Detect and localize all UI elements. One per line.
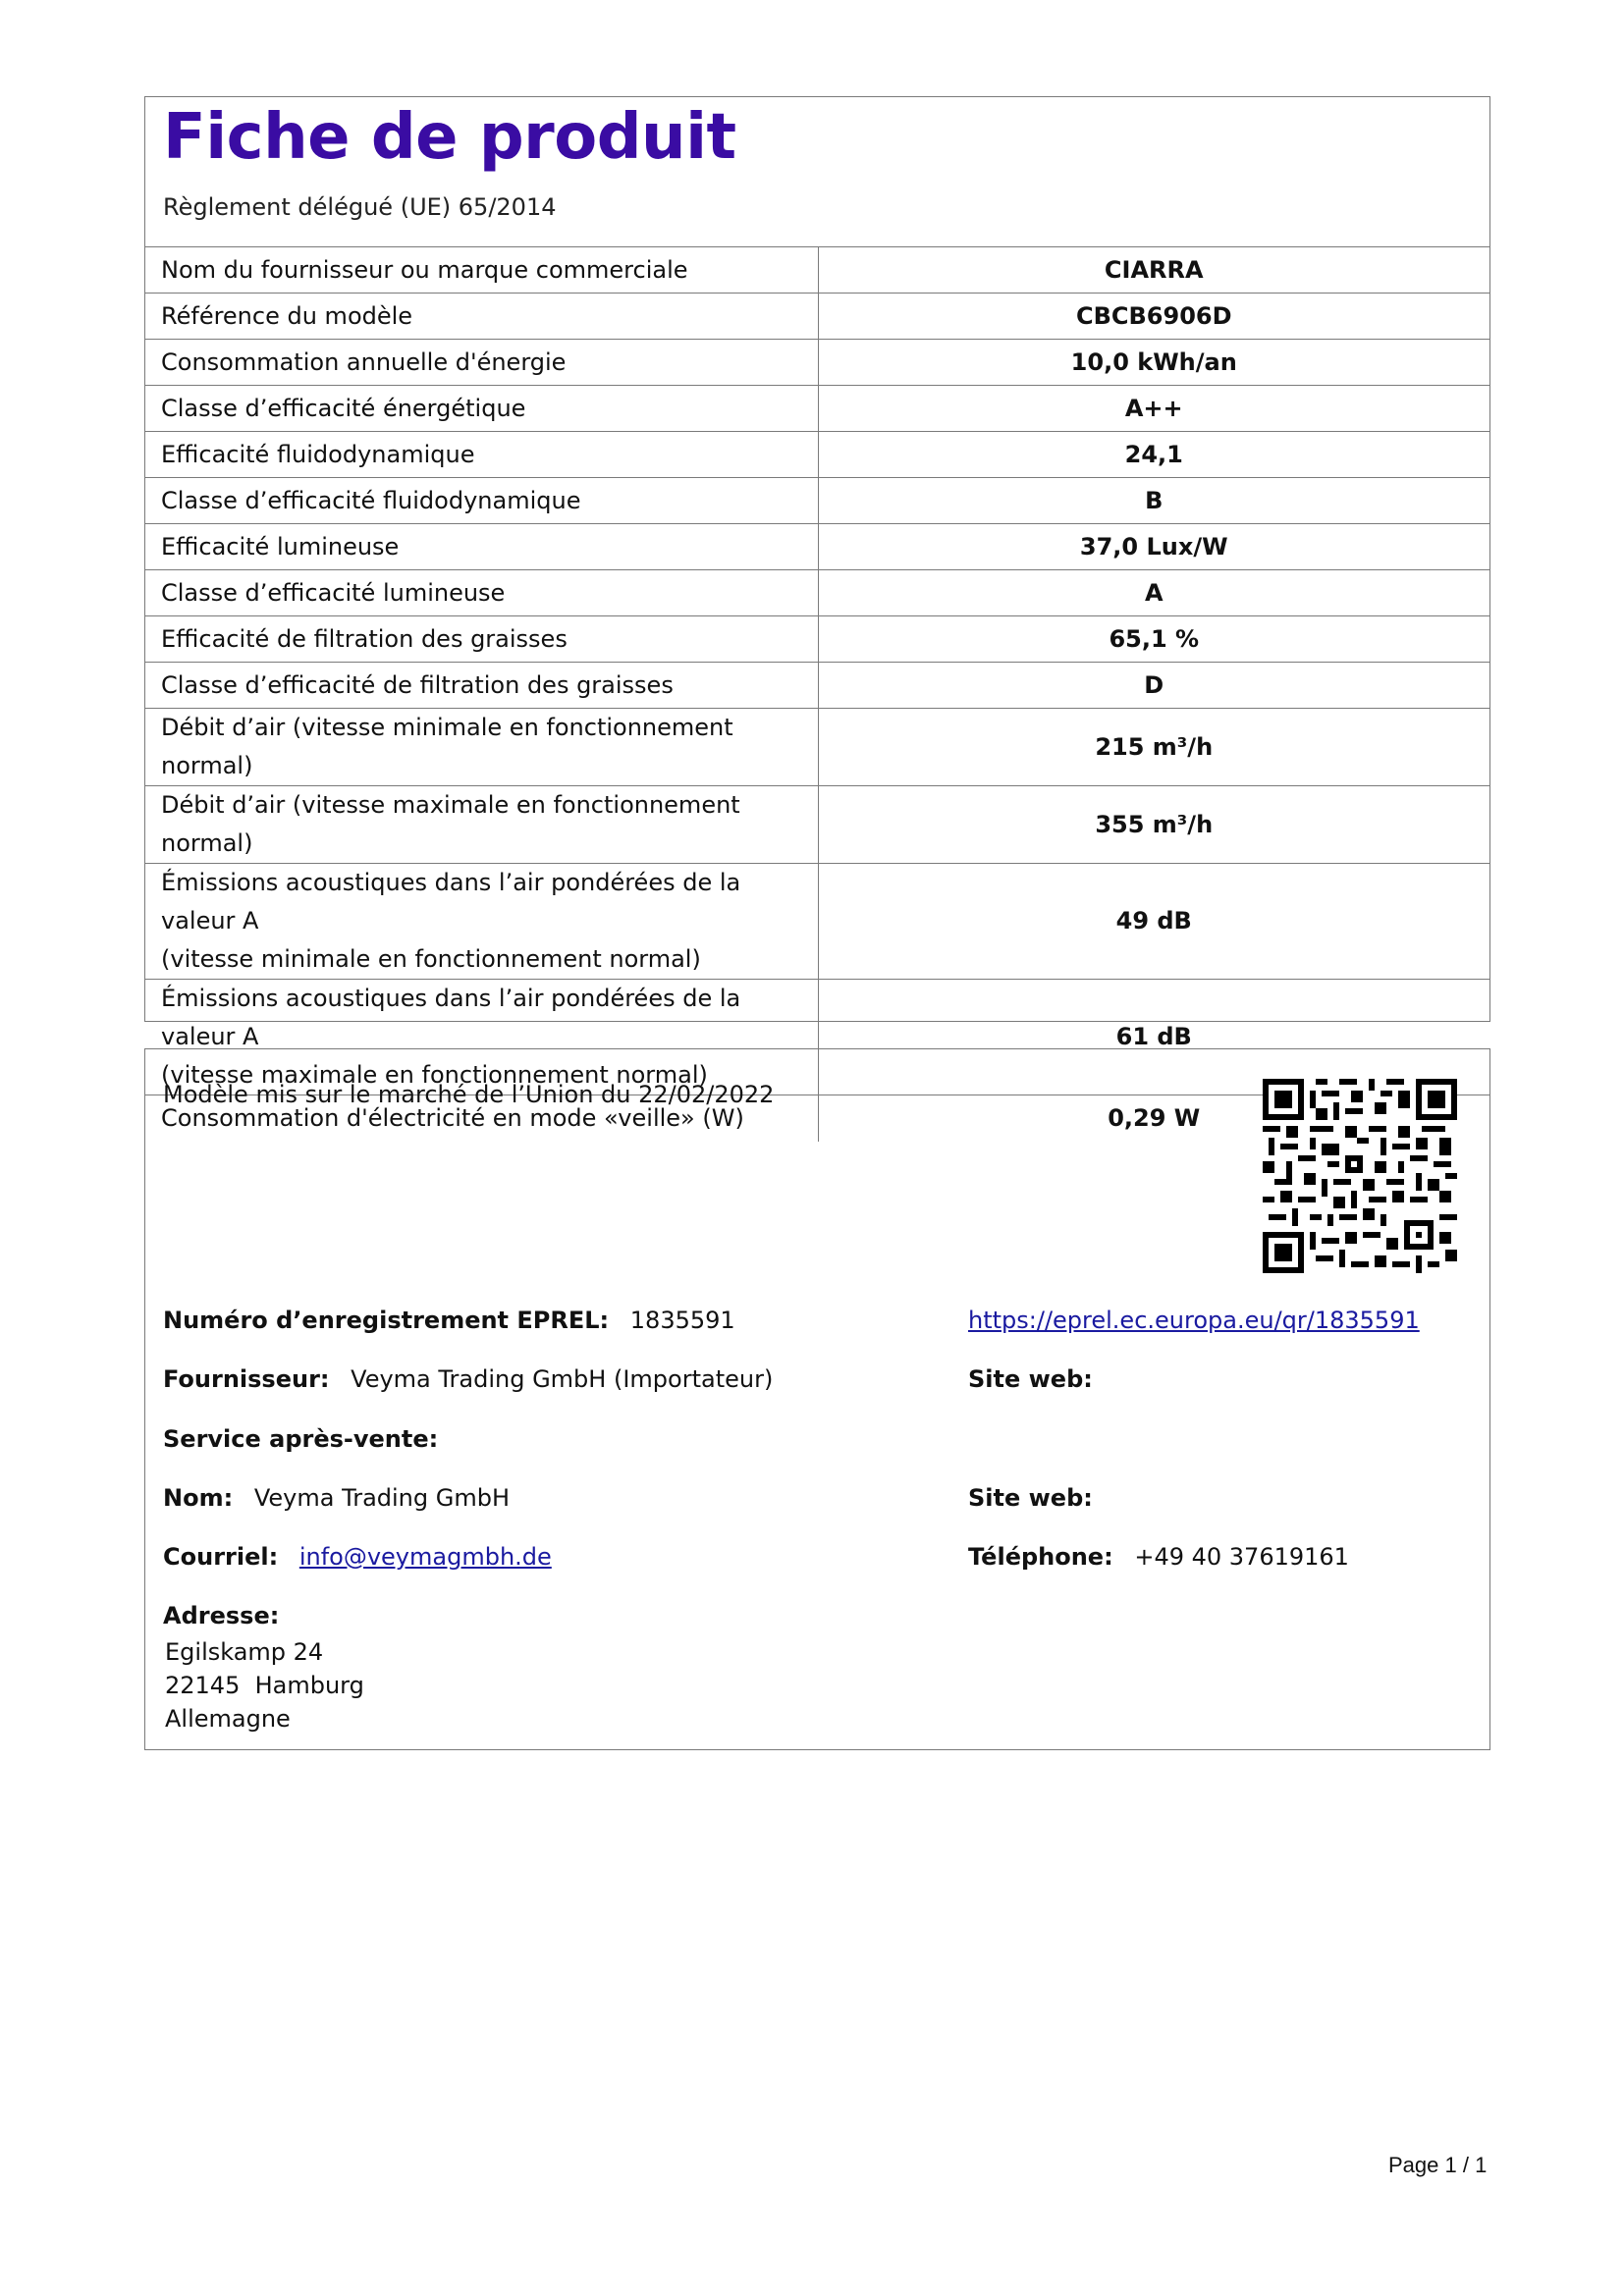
- email-link[interactable]: info@veymagmbh.de: [298, 1543, 552, 1571]
- table-row: [145, 247, 1489, 294]
- table-row: [145, 340, 1489, 386]
- spec-value: 215 m³/h: [818, 709, 1489, 786]
- eprel-row: [163, 1307, 735, 1334]
- spec-label: Efficacité lumineuse: [145, 524, 818, 570]
- address-line: Allemagne: [165, 1705, 291, 1733]
- email-row: [163, 1543, 552, 1571]
- spec-table: [145, 246, 1489, 1142]
- spec-value: CBCB6906D: [818, 294, 1489, 340]
- spec-value: 10,0 kWh/an: [818, 340, 1489, 386]
- spec-label-line2: (vitesse maximale en fonctionnement normal): [161, 1061, 708, 1089]
- spec-value: A: [818, 570, 1489, 616]
- service-website-label: Site web:: [968, 1484, 1093, 1512]
- spec-label: Débit d’air (vitesse maximale en fonctionnement normal): [145, 786, 818, 864]
- spec-value: 24,1: [818, 432, 1489, 478]
- regulation-subtitle: Règlement délégué (UE) 65/2014: [163, 193, 557, 221]
- spec-label: Efficacité de filtration des graisses: [145, 616, 818, 663]
- phone-label: Téléphone:: [968, 1543, 1113, 1571]
- service-name-row: [163, 1484, 510, 1512]
- spec-value: A++: [818, 386, 1489, 432]
- spec-value: 355 m³/h: [818, 786, 1489, 864]
- table-row: [145, 709, 1489, 786]
- service-label: Service après-vente:: [163, 1425, 439, 1453]
- page-title: Fiche de produit: [163, 101, 736, 174]
- table-row: [145, 663, 1489, 709]
- name-label: Nom:: [163, 1484, 234, 1512]
- spec-label: Classe d’efficacité énergétique: [145, 386, 818, 432]
- supplier-label: Fournisseur:: [163, 1365, 330, 1393]
- phone-number: +49 40 37619161: [1134, 1543, 1349, 1571]
- spec-value: B: [818, 478, 1489, 524]
- market-date: Modèle mis sur le marché de l’Union du 22/02/2022: [163, 1081, 775, 1108]
- spec-label: Consommation d'électricité en mode «veille» (W): [145, 1095, 818, 1142]
- spec-label: Référence du modèle: [145, 294, 818, 340]
- spec-label: Nom du fournisseur ou marque commerciale: [145, 247, 818, 294]
- table-row: [145, 570, 1489, 616]
- spec-label-line2: (vitesse minimale en fonctionnement normal): [161, 945, 701, 973]
- spec-value: 37,0 Lux/W: [818, 524, 1489, 570]
- phone-row: [968, 1543, 1349, 1571]
- table-row: [145, 386, 1489, 432]
- spec-value: 0,29 W: [818, 1095, 1489, 1142]
- eprel-label: Numéro d’enregistrement EPREL:: [163, 1307, 610, 1334]
- spec-label: Classe d’efficacité de filtration des graisses: [145, 663, 818, 709]
- supplier-row: [163, 1365, 773, 1393]
- spec-label: Débit d’air (vitesse minimale en fonctionnement normal): [145, 709, 818, 786]
- spec-label-line1: Émissions acoustiques dans l’air pondérées de la valeur A: [161, 985, 741, 1050]
- service-name: Veyma Trading GmbH: [253, 1484, 511, 1512]
- spec-value: CIARRA: [818, 247, 1489, 294]
- website-label: Site web:: [968, 1365, 1093, 1393]
- email-label: Courriel:: [163, 1543, 279, 1571]
- table-row: [145, 864, 1489, 980]
- spec-value: 61 dB: [818, 980, 1489, 1095]
- table-row: [145, 786, 1489, 864]
- spec-value: 65,1 %: [818, 616, 1489, 663]
- eprel-number: 1835591: [629, 1307, 735, 1334]
- spec-label: Classe d’efficacité fluidodynamique: [145, 478, 818, 524]
- spec-label-line1: Émissions acoustiques dans l’air pondérées de la valeur A: [161, 869, 741, 934]
- spec-label: Classe d’efficacité lumineuse: [145, 570, 818, 616]
- page-number: Page 1 / 1: [1388, 2153, 1488, 2177]
- qr-code-icon[interactable]: [1263, 1079, 1457, 1273]
- spec-value: D: [818, 663, 1489, 709]
- spec-value: 49 dB: [818, 864, 1489, 980]
- table-row: [145, 524, 1489, 570]
- spec-label: [145, 864, 818, 980]
- address-line: Egilskamp 24: [165, 1638, 324, 1666]
- table-row: [145, 432, 1489, 478]
- supplier-info-box: [144, 1048, 1490, 1750]
- address-label: Adresse:: [163, 1602, 280, 1629]
- eprel-link[interactable]: https://eprel.ec.europa.eu/qr/1835591: [968, 1307, 1420, 1334]
- spec-label: Consommation annuelle d'énergie: [145, 340, 818, 386]
- table-row: [145, 616, 1489, 663]
- table-row: [145, 294, 1489, 340]
- table-row: [145, 478, 1489, 524]
- spec-label: Efficacité fluidodynamique: [145, 432, 818, 478]
- supplier-name: Veyma Trading GmbH (Importateur): [351, 1365, 774, 1393]
- address-block: [165, 1635, 364, 1735]
- address-line: 22145 Hamburg: [165, 1672, 364, 1699]
